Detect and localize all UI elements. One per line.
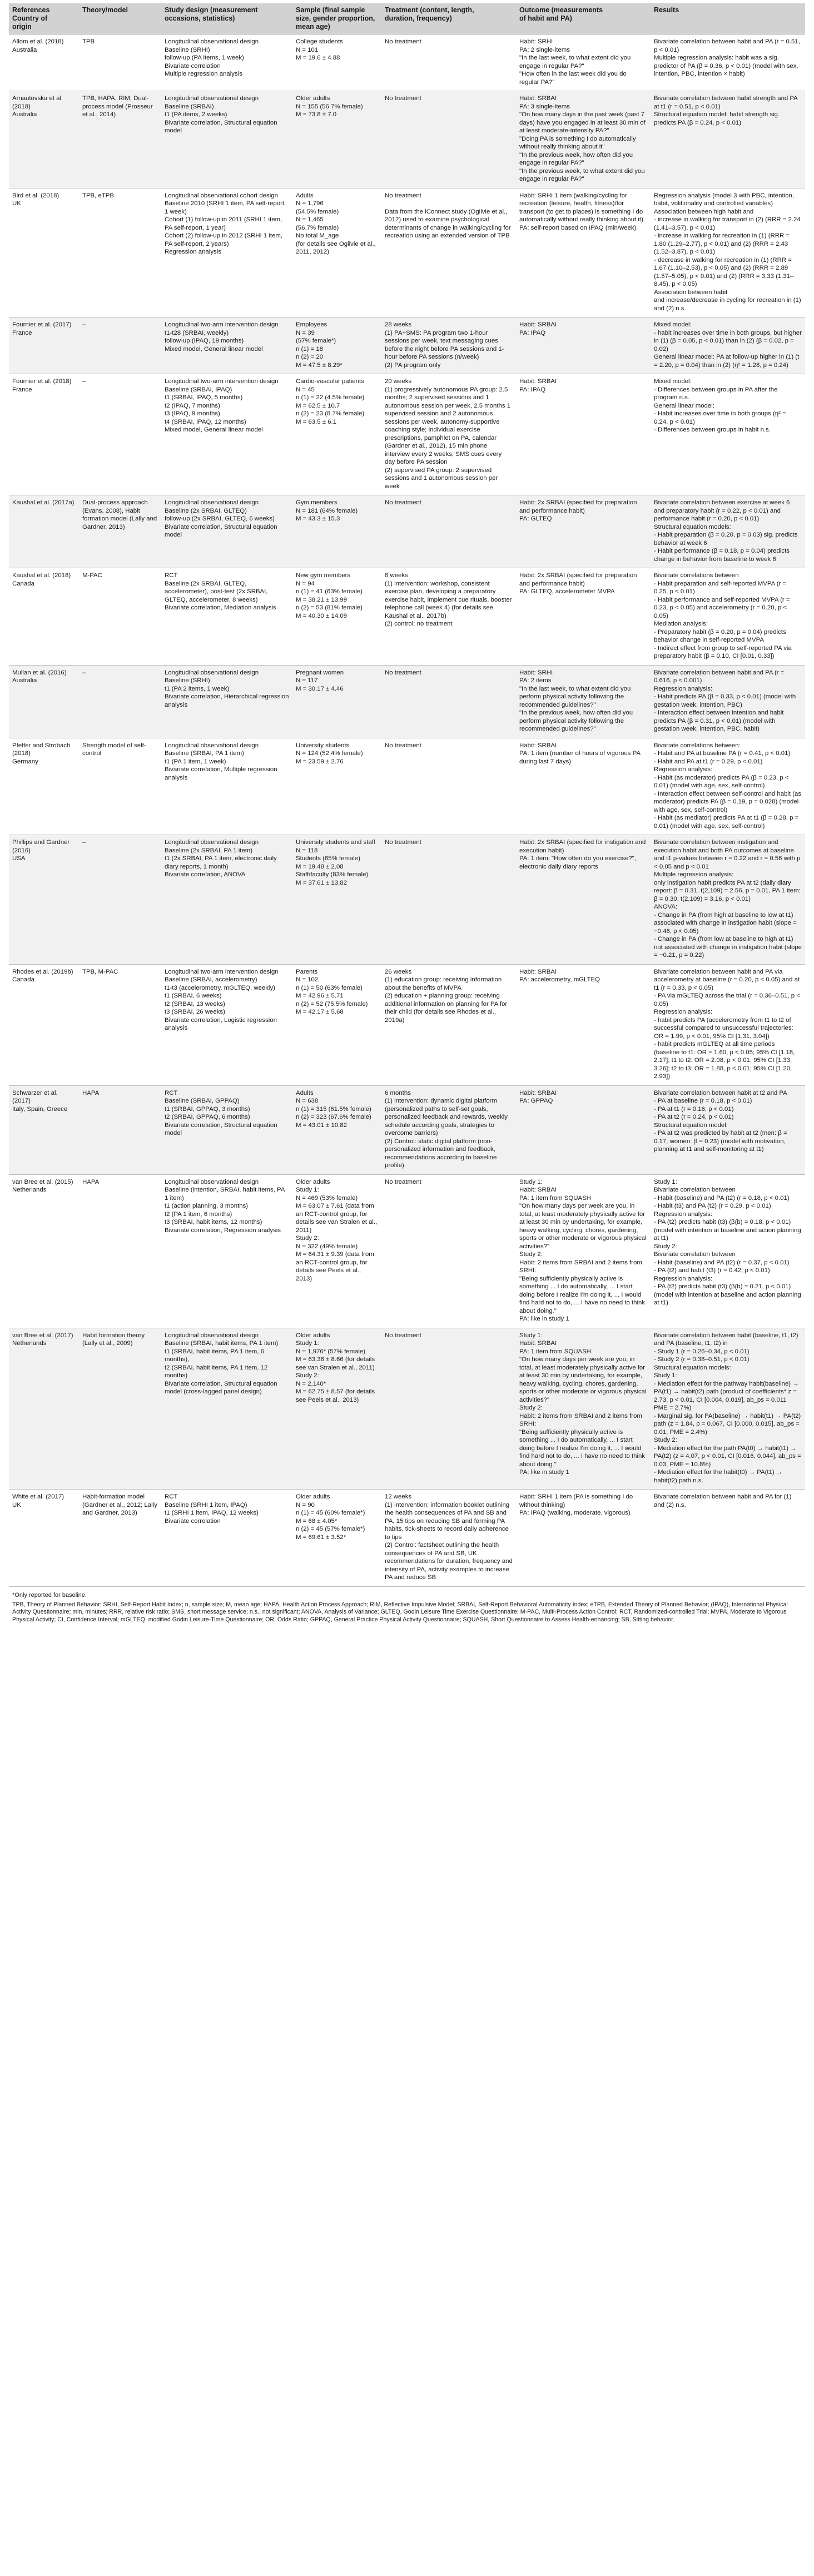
cell-treatment: No treatment	[381, 1174, 516, 1328]
cell-results: Mixed model: - Differences between groups in PA after the program n.s. General linear model: - Habit increases over time in both groups (η² = 0.24, p < 0.01) - Differences between groups in habit n.s.	[651, 374, 805, 495]
table-row	[9, 1174, 805, 1328]
cell-study-design: Longitudinal observational design Baseline (2x SRBAI, PA 1 item) t1 (2x SRBAI, PA 1 item, electronic daily diary reports, 1 month) Bivariate correlation, ANOVA	[161, 835, 292, 965]
cell-outcome: Habit: SRBAI PA: IPAQ	[516, 317, 651, 374]
table-body	[9, 34, 805, 1587]
cell-sample: Older adults N = 155 (56.7% female) M = 73.8 ± 7.0	[292, 91, 381, 188]
table-row	[9, 188, 805, 317]
cell-theory: Dual-process approach (Evans, 2008), Habit formation model (Lally and Gardner, 2013)	[79, 495, 161, 568]
cell-theory: TPB, eTPB	[79, 188, 161, 317]
cell-outcome: Habit: SRHI PA: 2 items "In the last week, to what extent did you perform physical activity following the recommended guidelines?" "In the previous week, how often did you perform physical activity following the recommended guidelines?"	[516, 665, 651, 738]
cell-sample: Parents N = 102 n (1) = 50 (63% female) M = 42.96 ± 5.71 n (2) = 52 (75.5% female) M = 42.17 ± 5.68	[292, 964, 381, 1085]
cell-treatment: 26 weeks (1) education group: receiving information about the benefits of MVPA (2) education + planning group: receiving additional information on planning for PA for their child (for details see Rhodes et al., 2019a)	[381, 964, 516, 1085]
footnote-abbreviations: TPB, Theory of Planned Behavior; SRHI, Self-Report Habit Index; n, sample size; M, mean age; HAPA, Health Action Process Approach; RIM, Reflective Impulsive Model; SRBAI, Self-Report Behavioral Automaticity Index; eTPB, Extended Theory of Planned Behavior; (IPAQ), International Physical Activity Questionnaire; min, minutes; RRR, relative risk ratio; SMS, short message service; n.s., not significant; ANOVA, Analysis of Variance; GLTEQ, Godin Leisure Time Exercise Questionnaire; M-PAC, Multi-Process Action Control; RCT, Randomized-controlled Trial; MVPA, Moderate to Vigorous Physical Activity; CI, Confidence Interval; mGLTEQ, modified Godin Leisure-Time Questionnaire; OR, Odds Ratio; GPPAQ, General Practice Physical Activity Questionnaire; SQUASH, Short Questionnaire to Assess Health-enhancing; SB, Sitting behavior.	[12, 1601, 788, 1623]
cell-results: Bivariate correlations between: - Habit and PA at baseline PA (r = 0.41, p < 0.01) - Habit and PA at t1 (r = 0.29, p < 0.01) Regression analysis: - Habit (as moderator) predicts PA (β = 0.23, p < 0.01) (model with age, sex, self-control) - Interaction effect between self-control and habit (as moderator) predicts PA (β = 0.19, p = 0.028) (model with age, sex, self-control) - Habit (as mediator) predicts PA at t1 (β = 0.28, p = 0.01) (model with age, sex, self-control)	[651, 738, 805, 835]
cell-study-design: Longitudinal two-arm intervention design Baseline (SRBAI, accelerometry) t1-t3 (accelerometry, mGLTEQ, weekly) t1 (SRBAI, 6 weeks) t2 (SRBAI, 13 weeks) t3 (SRBAI, 26 weeks) Bivariate correlation, Logistic regression analysis	[161, 964, 292, 1085]
cell-sample: Adults N = 1,796 (54.5% female) N = 1,465 (56.7% female) No total M_age (for details see Ogilvie et al., 2011, 2012)	[292, 188, 381, 317]
table-row	[9, 91, 805, 188]
cell-treatment: No treatment	[381, 665, 516, 738]
cell-treatment: 12 weeks (1) intervention: information booklet outlining the health consequences of PA and SB and PA, 15 tips on reducing SB and forming PA habits, tick-sheets to record daily adherence to tips (2) Control: factsheet outlining the health consequences of PA and SB, UK recommendations for duration, frequency and intensity of PA, activity examples to increase PA and reduce SB	[381, 1490, 516, 1587]
cell-treatment: No treatment	[381, 738, 516, 835]
cell-treatment: No treatment	[381, 91, 516, 188]
table-row	[9, 1328, 805, 1490]
table-row	[9, 738, 805, 835]
footnote-baseline: *Only reported for baseline.	[12, 1591, 87, 1599]
cell-study-design: RCT Baseline (SRHI 1 item, IPAQ) t1 (SRHI 1 item, IPAQ, 12 weeks) Bivariate correlation	[161, 1490, 292, 1587]
cell-sample: University students N = 124 (52.4% female) M = 23.59 ± 2.76	[292, 738, 381, 835]
cell-results: Bivariate correlation between habit and PA (r = 0.616, p < 0.001) Regression analysis: - Habit predicts PA (β = 0.33, p < 0.01) (model with gestation week, intention, PBC) - Interaction effect between intention and habit predicts PA (β = 0.31, p < 0.01) (model with gestation week, intention, PBC, habit)	[651, 665, 805, 738]
cell-sample: Older adults Study 1: N = 1,976* (57% female) M = 63.36 ± 8.66 (for details see van Stralen et al., 2011) Study 2: N = 2,140* M = 62.75 ± 8.57 (for details see Peels et al., 2013)	[292, 1328, 381, 1490]
cell-results: Bivariate correlation between exercise at week 6 and preparatory habit (r = 0.22, p < 0.01) and performance habit (r = 0.20, p < 0.01) Structural equation models: - Habit preparation (β = 0.20, p = 0.03) sig. predicts behavior at week 6 - Habit performance (β = 0.18, p = 0.04) predicts change in behavior from baseline to week 6	[651, 495, 805, 568]
cell-study-design: Longitudinal observational design Baseline (SRBAI, habit items, PA 1 item) t1 (SRBAI, habit items, PA 1 item, 6 months), t2 (SRBAI, habit items, PA 1 item, 12 months) Bivariate correlation, Structural equation model (cross-lagged panel design)	[161, 1328, 292, 1490]
cell-reference: Pfeffer and Strobach (2018) Germany	[9, 738, 79, 835]
cell-study-design: Longitudinal observational design Baseline (2x SRBAI, GLTEQ) follow-up (2x SRBAI, GLTEQ, 6 weeks) Bivariate correlation, Structural equation model	[161, 495, 292, 568]
cell-treatment: 20 weeks (1) progressively autonomous PA group: 2.5 months; 2 supervised sessions and 1 autonomous session per week, 2.5 months 1 supervised session and 2 autonomous sessions per week, autonomy-supportive coaching style; individual exercise prescriptions, pamphlet on PA, calendar (Gardner et al., 2012), 15 min phone interview every 2 weeks, SMS cues every day before PA session (2) supervised PA group: 2 supervised sessions and 1 autonomous session per week	[381, 374, 516, 495]
cell-results: Bivariate correlation between habit (baseline, t1, t2) and PA (baseline, t1, t2) in - Study 1 (r = 0.26–0.34, p < 0.01) - Study 2 (r = 0.38–0.51, p < 0.01) Structural equation models: Study 1: - Mediation effect for the pathway habit(baseline) → PA(t1) → habit(t2) path (product of coefficients* z = 2.73, p < 0.01, CI [0.004, 0.019], ab_ps = 0.011 PME = 2.7%) - Marginal sig. for PA(baseline) → habit(t1) → PA(t2) path (z = 1.84, p = 0.067, CI [0.000, 0.015], ab_ps = 0.01, PME = 2.4%) Study 2: - Mediation effect for the path PA(t0) → habit(t1) → PA(t2) (z = 4.07, p < 0.01, CI [0.016, 0.044], ab_ps = 0.03, PME = 10.8%) - Mediation effect for the habit(t0) → PA(t1) → habit(t2) path n.s.	[651, 1328, 805, 1490]
cell-results: Bivariate correlations between - Habit preparation and self-reported MVPA (r = 0.25, p < 0.01) - Habit performance and self-reported MVPA (r = 0.23, p < 0.05) and accelerometry (r = 0.20, p < 0.05) Mediation analysis: - Preparatory habit (β = 0.20, p = 0.04) predicts behavior change in self-reported MVPA - Indirect effect from group to self-reported PA via preparatory habit (β = 0.10, CI [0.01, 0.33])	[651, 568, 805, 666]
cell-results: Bivariate correlation between habit strength and PA at t1 (r = 0.51, p < 0.01) Structural equation model: habit strength sig. predicts PA (β = 0.24, p < 0.01)	[651, 91, 805, 188]
table-row	[9, 568, 805, 666]
table-row	[9, 34, 805, 91]
cell-outcome: Habit: SRBAI PA: IPAQ	[516, 374, 651, 495]
header-study-design: Study design (measurement occasions, statistics)	[161, 3, 292, 34]
cell-reference: Arnautovska et al. (2018) Australia	[9, 91, 79, 188]
cell-theory: –	[79, 665, 161, 738]
table-row	[9, 495, 805, 568]
cell-outcome: Study 1: Habit: SRBAI PA: 1 item from SQUASH "On how many days per week are you, in total, at least moderately physically active for at least 30 min by undertaking, for example, heavy walking, cycling, chores, gardening, sports or other moderate or vigorous physical activities?" Study 2: Habit: 2 items from SRBAI and 2 items from SRHI: "Being sufficiently physically active is something ... I do automatically, ... I start doing before I realize I'm doing it, ... I would find hard not to do, ... I have no need to think about doing." PA: like in study 1	[516, 1328, 651, 1490]
cell-outcome: Habit: SRBAI PA: GPPAQ	[516, 1085, 651, 1174]
cell-outcome: Habit: 2x SRBAI (specified for preparation and performance habit) PA: GLTEQ	[516, 495, 651, 568]
table-row	[9, 374, 805, 495]
cell-theory: TPB, HAPA, RIM, Dual-process model (Prosseur et al., 2014)	[79, 91, 161, 188]
cell-study-design: Longitudinal observational design Baseline (intention, SRBAI, habit items, PA 1 item) t1 (action planning, 3 months) t2 (PA 1 item, 6 months) t3 (SRBAI, habit items, 12 months) Bivariate correlation, Regression analysis	[161, 1174, 292, 1328]
table-header	[9, 3, 805, 34]
cell-reference: Kaushal et al. (2017a)	[9, 495, 79, 568]
table-row	[9, 665, 805, 738]
cell-reference: Bird et al. (2018) UK	[9, 188, 79, 317]
document-page	[9, 3, 805, 1624]
header-outcome: Outcome (measurements of habit and PA)	[516, 3, 651, 34]
cell-sample: University students and staff N = 118 Students (65% female) M = 19.48 ± 2.08 Staff/faculty (83% female) M = 37.61 ± 13.82	[292, 835, 381, 965]
table-footnotes	[9, 1587, 805, 1624]
table-row	[9, 317, 805, 374]
cell-results: Bivariate correlation between habit at t2 and PA - PA at baseline (r = 0.18, p < 0.01) - PA at t1 (r = 0.16, p < 0.01) - PA at t2 (r = 0.24, p < 0.01) Structural equation model: - PA at t2 was predicted by habit at t2 (men: β = 0.17, women: β = 0.23) (model with motivation, planning at t1 and self-monitoring at t1)	[651, 1085, 805, 1174]
studies-table	[9, 3, 805, 1587]
cell-outcome: Study 1: Habit: SRBAI PA: 1 item from SQUASH "On how many days per week are you, in total, at least moderately physically active for at least 30 min by undertaking, for example, heavy walking, cycling, chores, gardening, sports or other moderate or vigorous physical activities?" Study 2: Habit: 2 items from SRBAI and 2 items from SRHI: "Being sufficiently physically active is something ... I do automatically, ... I start doing before I realize I'm doing it, ... I would find hard not to do, ... I have no need to think about doing." PA: like in study 1	[516, 1174, 651, 1328]
cell-reference: Allom et al. (2018) Australia	[9, 34, 79, 91]
cell-results: Bivariate correlation between habit and PA for (1) and (2) n.s.	[651, 1490, 805, 1587]
cell-theory: Strength model of self-control	[79, 738, 161, 835]
cell-sample: Employees N = 39 (57% female*) n (1) = 18 n (2) = 20 M = 47.5 ± 8.29*	[292, 317, 381, 374]
cell-treatment: No treatment Data from the iConnect study (Ogilvie et al., 2012) used to examine psychological determinants of change in walking/cycling for recreation using an extended version of TPB	[381, 188, 516, 317]
header-results: Results	[651, 3, 805, 34]
cell-sample: Cardio-vascular patients N = 45 n (1) = 22 (4.5% female) M = 62.5 ± 10.7 n (2) = 23 (8.7% female) M = 63.5 ± 6.1	[292, 374, 381, 495]
cell-outcome: Habit: SRBAI PA: 3 single-items "On how many days in the past week (past 7 days) have you engaged in at least 30 min of at least moderate-intensity PA?" "Doing PA is something I do automatically without really thinking about it" "In the previous week, how often did you engage in regular PA?" "In the previous week, to what extent did you engage in regular PA?"	[516, 91, 651, 188]
cell-outcome: Habit: SRHI PA: 2 single-items "In the last week, to what extent did you engage in regular PA?" "How often in the last week did you do regular PA?"	[516, 34, 651, 91]
cell-reference: Fournier et al. (2017) France	[9, 317, 79, 374]
cell-results: Bivariate correlation between habit and PA via accelerometry at baseline (r = 0.20, p < 0.05) and at t1 (r = 0.33, p < 0.05) - PA via mGLTEQ across the trial (r = 0.36–0.51, p < 0.05) Regression analysis: - habit predicts PA (accelerometry from t1 to t2 of successful compared to unsuccessful trajectories: OR = 1.99, p < 0.01; 95% CI [1.31, 3.04]) - habit predicts mGLTEQ at all time periods (baseline to t1: OR = 1.60, p < 0.05; 95% CI [1.18, 2.17]; t1 to t2: OR = 2.08, p < 0.01; 95% CI [1.33, 3.26]; t2 to t3: OR = 1.88, p < 0.01; 95% CI [1.20, 2.93])	[651, 964, 805, 1085]
cell-reference: van Bree et al. (2015) Netherlands	[9, 1174, 79, 1328]
cell-study-design: Longitudinal observational cohort design Baseline 2010 (SRHI 1 item, PA self-report, 1 week) Cohort (1) follow-up in 2011 (SRHI 1 item, PA self-report, 1 year) Cohort (2) follow-up in 2012 (SRHI 1 item, PA self-report, 2 years) Regression analysis	[161, 188, 292, 317]
cell-theory: TPB	[79, 34, 161, 91]
cell-treatment: No treatment	[381, 495, 516, 568]
cell-reference: Mullan et al. (2016) Australia	[9, 665, 79, 738]
cell-treatment: No treatment	[381, 835, 516, 965]
cell-outcome: Habit: SRHI 1 item (PA is something I do without thinking) PA: IPAQ (walking, moderate, vigorous)	[516, 1490, 651, 1587]
header-row	[9, 3, 805, 34]
cell-treatment: 8 weeks (1) intervention: workshop, consistent exercise plan, developing a preparatory exercise habit, implement cue rituals, booster telephone call (week 4) (for details see Kaushal et al., 2017b) (2) control: no treatment	[381, 568, 516, 666]
header-theory: Theory/model	[79, 3, 161, 34]
cell-reference: Rhodes et al. (2019b) Canada	[9, 964, 79, 1085]
table-row	[9, 835, 805, 965]
cell-reference: Fournier et al. (2018) France	[9, 374, 79, 495]
cell-study-design: Longitudinal two-arm intervention design t1-t28 (SRBAI, weekly) follow-up (IPAQ, 19 months) Mixed model, General linear model	[161, 317, 292, 374]
cell-results: Study 1: Bivariate correlation between - Habit (baseline) and PA (t2) (r = 0.18, p < 0.01) - Habit (t3) and PA (t2) (r = 0.29, p < 0.01) Regression analysis: - PA (t2) predicts habit (t3) (β(b) = 0.18, p < 0.01) (model with intention at baseline and action planning at t1) Study 2: Bivariate correlation between - Habit (baseline) and PA (t2) (r = 0.37, p < 0.01) - PA (t2) and habit (t3) (r = 0.42, p < 0.01) Regression analysis: - PA (t2) predicts habit (t3) (β(b) = 0.21, p < 0.01) (model with intention at baseline and action planning at t1)	[651, 1174, 805, 1328]
cell-study-design: Longitudinal observational design Baseline (SRHI) follow-up (PA items, 1 week) Bivariate correlation Multiple regression analysis	[161, 34, 292, 91]
cell-results: Mixed model: - habit increases over time in both groups, but higher in (1) (β = 0.05, p < 0.01) than in (2) (β = 0.02, p = 0.02) General linear model: PA at follow-up higher in (1) (t = 2.20, p = 0.04) than in (2) (η² = 1.28, p = 0.24)	[651, 317, 805, 374]
cell-study-design: Longitudinal observational design Baseline (SRBAI, PA 1 item) t1 (PA 1 item, 1 week) Bivariate correlation, Multiple regression analysis	[161, 738, 292, 835]
cell-outcome: Habit: SRBAI PA: accelerometry, mGLTEQ	[516, 964, 651, 1085]
cell-treatment: No treatment	[381, 1328, 516, 1490]
cell-sample: New gym members N = 94 n (1) = 41 (63% female) M = 38.21 ± 13.99 n (2) = 53 (81% female) M = 40.30 ± 14.09	[292, 568, 381, 666]
cell-theory: Habit-formation model (Gardner et al., 2012; Lally and Gardner, 2013)	[79, 1490, 161, 1587]
cell-theory: –	[79, 317, 161, 374]
cell-study-design: RCT Baseline (SRBAI, GPPAQ) t1 (SRBAI, GPPAQ, 3 months) t2 (SRBAI, GPPAQ, 6 months) Bivariate correlation, Structural equation model	[161, 1085, 292, 1174]
table-row	[9, 1490, 805, 1587]
header-treatment: Treatment (content, length, duration, frequency)	[381, 3, 516, 34]
cell-results: Bivariate correlation between habit and PA (r = 0.51, p < 0.01) Multiple regression analysis: habit was a sig. predictor of PA (β = 0.36, p < 0.01) (model with sex, intention, PBC, intention × habit)	[651, 34, 805, 91]
header-references: References Country of origin	[9, 3, 79, 34]
cell-theory: HAPA	[79, 1174, 161, 1328]
cell-reference: White et al. (2017) UK	[9, 1490, 79, 1587]
cell-sample: Gym members N = 181 (64% female) M = 43.3 ± 15.3	[292, 495, 381, 568]
cell-treatment: 28 weeks (1) PA+SMS: PA program two 1-hour sessions per week, text messaging cues before the night before PA sessions and 1-hour before PA sessions (n/week) (2) PA program only	[381, 317, 516, 374]
cell-sample: Adults N = 638 n (1) = 315 (61.5% female) n (2) = 323 (67.6% female) M = 43.01 ± 10.82	[292, 1085, 381, 1174]
cell-outcome: Habit: 2x SRBAI (specified for instigation and execution habit) PA: 1 item: "How often do you exercise?", electronic daily diary reports	[516, 835, 651, 965]
cell-sample: Pregnant women N = 117 M = 30.17 ± 4.46	[292, 665, 381, 738]
cell-study-design: Longitudinal two-arm intervention design Baseline (SRBAI, IPAQ) t1 (SRBAI, IPAQ, 5 months) t2 (IPAQ, 7 months) t3 (IPAQ, 9 months) t4 (SRBAI, IPAQ, 12 months) Mixed model, General linear model	[161, 374, 292, 495]
cell-outcome: Habit: 2x SRBAI (specified for preparation and performance habit) PA: GLTEQ, accelerometer MVPA	[516, 568, 651, 666]
cell-study-design: Longitudinal observational design Baseline (SRBAI) t1 (PA items, 2 weeks) Bivariate correlation, Structural equation model	[161, 91, 292, 188]
cell-study-design: Longitudinal observational design Baseline (SRHI) t1 (PA 2 items, 1 week) Bivariate correlation, Hierarchical regression analysis	[161, 665, 292, 738]
cell-sample: Older adults Study 1: N = 469 (53% female) M = 63.07 ± 7.61 (data from an RCT-control group, for details see van Stralen et al., 2011) Study 2: N = 322 (49% female) M = 64.31 ± 9.39 (data from an RCT-control group, for details see Peels et al., 2013)	[292, 1174, 381, 1328]
cell-outcome: Habit: SRBAI PA: 1 item (number of hours of vigorous PA during last 7 days)	[516, 738, 651, 835]
cell-reference: van Bree et al. (2017) Netherlands	[9, 1328, 79, 1490]
cell-results: Bivariate correlation between instigation and execution habit and both PA outcomes at baseline and t1 p-values between r = 0.22 and r = 0.56 with p < 0.05 and p < 0.01 Multiple regression analysis: only instigation habit predicts PA at t2 (daily diary report: β = 0.31, t(2,109) = 2.56, p = 0.01, PA 1 item: β = 0.30, t(2,109) = 3.16, p < 0.01) ANOVA: - Change in PA (from high at baseline to low at t1) associated with change in instigation habit (slope = −0.46, p < 0.05) - Change in PA (from low at baseline to high at t1) not associated with change in instigation habit (slope = −0.21, p = 0.22)	[651, 835, 805, 965]
cell-theory: HAPA	[79, 1085, 161, 1174]
cell-theory: Habit formation theory (Lally et al., 2009)	[79, 1328, 161, 1490]
cell-sample: Older adults N = 90 n (1) = 45 (60% female*) M = 68 ± 4.05* n (2) = 45 (57% female*) M = 69.61 ± 3.52*	[292, 1490, 381, 1587]
cell-study-design: RCT Baseline (2x SRBAI, GLTEQ, accelerometer), post-test (2x SRBAI, GLTEQ, accelerometer, 8 weeks) Bivariate correlation, Mediation analysis	[161, 568, 292, 666]
cell-reference: Phillips and Gardner (2016) USA	[9, 835, 79, 965]
table-row	[9, 1085, 805, 1174]
cell-theory: –	[79, 374, 161, 495]
header-sample: Sample (final sample size, gender proportion, mean age)	[292, 3, 381, 34]
cell-sample: College students N = 101 M = 19.6 ± 4.88	[292, 34, 381, 91]
cell-reference: Schwarzer et al. (2017) Italy, Spain, Greece	[9, 1085, 79, 1174]
cell-theory: M-PAC	[79, 568, 161, 666]
cell-outcome: Habit: SRHI 1 item (walking/cycling for recreation (leisure, health, fitness)/for transport (to get to places) is something I do automatically without really thinking about it) PA: self-report based on IPAQ (min/week)	[516, 188, 651, 317]
cell-results: Regression analysis (model 3 with PBC, intention, habit, volitionality and controlled variables) Association between high habit and - increase in walking for transport in (2) (RRR = 2.24 (1.41–3.57), p < 0.01) - increase in walking for recreation in (1) (RRR = 1.80 (1.29–2.77), p < 0.01) and (2) (RRR = 2.43 (1.52–3.87), p < 0.01) - decrease in walking for recreation in (1) (RRR = 1.67 (1.10–2.53), p < 0.05) and (2) (RRR = 2.89 (1.57–5.05), p < 0.01) and (2) (RRR = 3.33 (1.31–8.45), p < 0.05) Association between habit and increase/decrease in cycling for recreation in (1) and (2) n.s.	[651, 188, 805, 317]
table-row	[9, 964, 805, 1085]
cell-theory: –	[79, 835, 161, 965]
cell-treatment: No treatment	[381, 34, 516, 91]
cell-treatment: 6 months (1) intervention: dynamic digital platform (personalized paths to self-set goals, personalized feedback and rewards, weekly schedule according goals, strategies to overcome barriers) (2) Control: static digital platform (non-personalized information and feedback, recommendations according to baseline profile)	[381, 1085, 516, 1174]
cell-reference: Kaushal et al. (2018) Canada	[9, 568, 79, 666]
cell-theory: TPB, M-PAC	[79, 964, 161, 1085]
